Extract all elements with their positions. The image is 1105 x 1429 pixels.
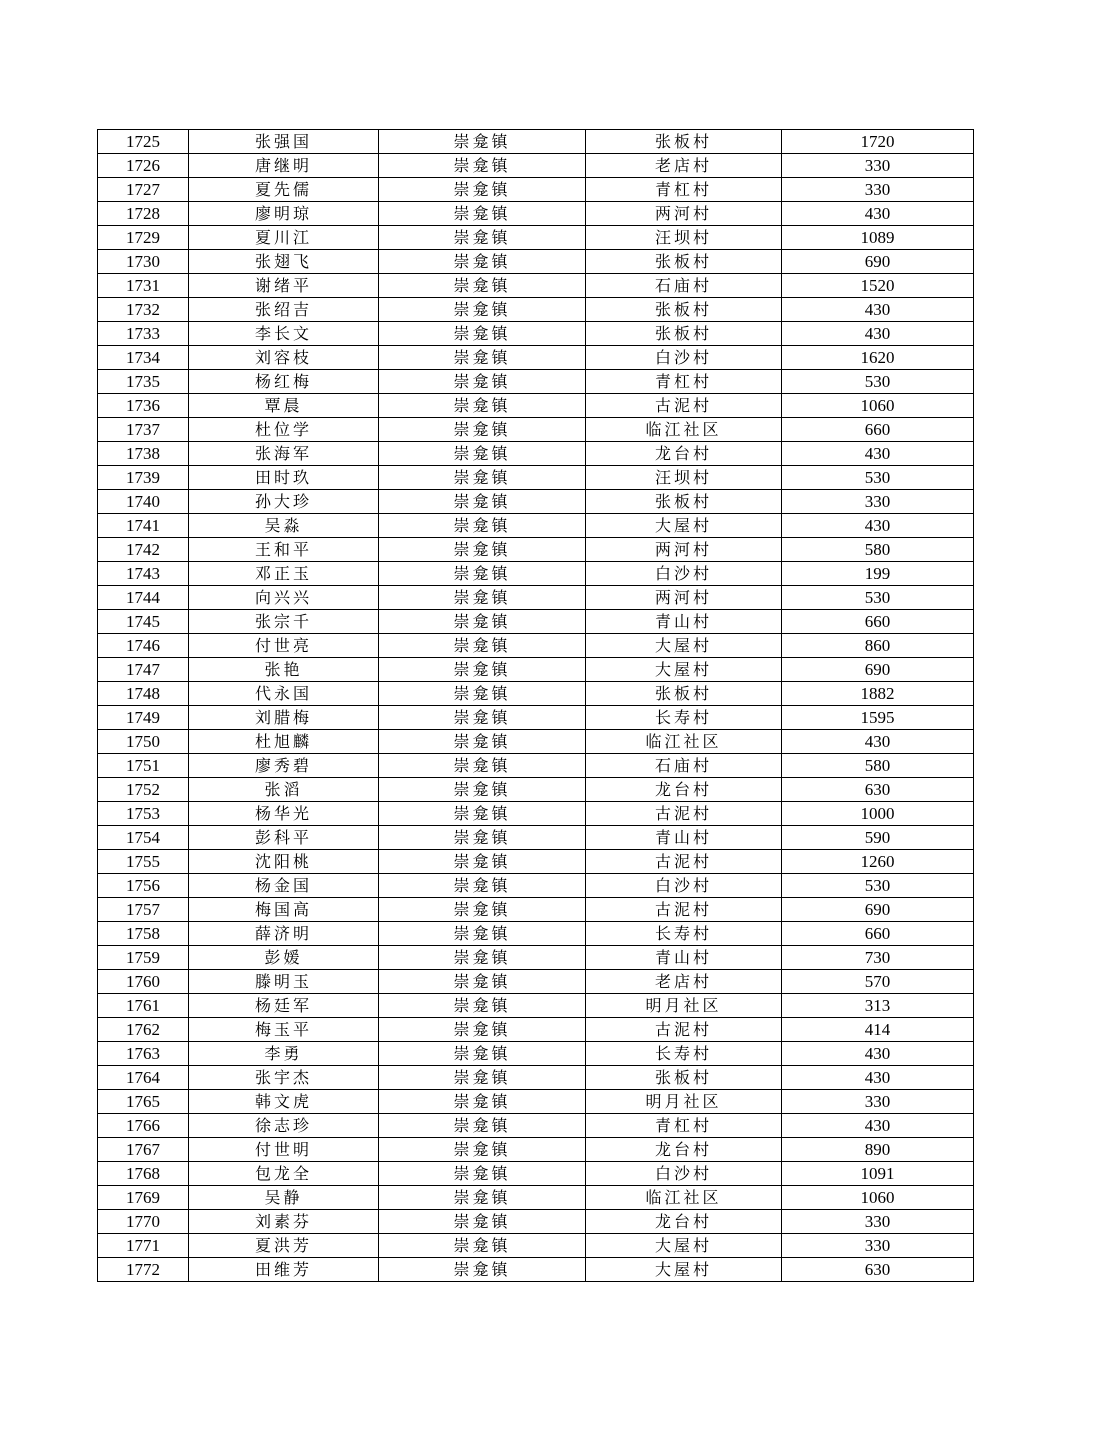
roster-table-body — [98, 130, 974, 1282]
table-row — [98, 418, 974, 442]
amount-cell: 590 — [782, 826, 974, 850]
name-cell: 杜位学 — [189, 418, 379, 442]
village-cell: 青山村 — [586, 946, 782, 970]
table-row — [98, 442, 974, 466]
name-cell: 张滔 — [189, 778, 379, 802]
amount-cell: 1260 — [782, 850, 974, 874]
name-cell: 杨廷军 — [189, 994, 379, 1018]
town-cell: 崇龛镇 — [379, 346, 586, 370]
town-cell: 崇龛镇 — [379, 250, 586, 274]
village-cell: 张板村 — [586, 298, 782, 322]
amount-cell: 430 — [782, 442, 974, 466]
table-row — [98, 394, 974, 418]
town-cell: 崇龛镇 — [379, 370, 586, 394]
village-cell: 老店村 — [586, 970, 782, 994]
amount-cell: 890 — [782, 1138, 974, 1162]
name-cell: 薛济明 — [189, 922, 379, 946]
table-row — [98, 1162, 974, 1186]
town-cell: 崇龛镇 — [379, 562, 586, 586]
serial-number-cell: 1758 — [98, 922, 189, 946]
serial-number-cell: 1763 — [98, 1042, 189, 1066]
amount-cell: 1882 — [782, 682, 974, 706]
village-cell: 临江社区 — [586, 1186, 782, 1210]
serial-number-cell: 1734 — [98, 346, 189, 370]
village-cell: 长寿村 — [586, 706, 782, 730]
table-row — [98, 1210, 974, 1234]
amount-cell: 430 — [782, 202, 974, 226]
amount-cell: 580 — [782, 538, 974, 562]
village-cell: 古泥村 — [586, 1018, 782, 1042]
town-cell: 崇龛镇 — [379, 802, 586, 826]
name-cell: 张宗千 — [189, 610, 379, 634]
name-cell: 彭媛 — [189, 946, 379, 970]
serial-number-cell: 1744 — [98, 586, 189, 610]
table-row — [98, 778, 974, 802]
town-cell: 崇龛镇 — [379, 922, 586, 946]
amount-cell: 1620 — [782, 346, 974, 370]
village-cell: 大屋村 — [586, 1258, 782, 1282]
amount-cell: 690 — [782, 898, 974, 922]
amount-cell: 430 — [782, 730, 974, 754]
amount-cell: 330 — [782, 490, 974, 514]
name-cell: 韩文虎 — [189, 1090, 379, 1114]
village-cell: 汪坝村 — [586, 226, 782, 250]
town-cell: 崇龛镇 — [379, 1210, 586, 1234]
table-row — [98, 658, 974, 682]
village-cell: 张板村 — [586, 130, 782, 154]
village-cell: 临江社区 — [586, 418, 782, 442]
serial-number-cell: 1730 — [98, 250, 189, 274]
amount-cell: 1091 — [782, 1162, 974, 1186]
amount-cell: 330 — [782, 154, 974, 178]
table-row — [98, 610, 974, 634]
serial-number-cell: 1765 — [98, 1090, 189, 1114]
amount-cell: 690 — [782, 658, 974, 682]
serial-number-cell: 1770 — [98, 1210, 189, 1234]
village-cell: 大屋村 — [586, 658, 782, 682]
town-cell: 崇龛镇 — [379, 298, 586, 322]
amount-cell: 313 — [782, 994, 974, 1018]
serial-number-cell: 1739 — [98, 466, 189, 490]
table-row — [98, 706, 974, 730]
name-cell: 代永国 — [189, 682, 379, 706]
serial-number-cell: 1747 — [98, 658, 189, 682]
table-row — [98, 370, 974, 394]
amount-cell: 330 — [782, 178, 974, 202]
serial-number-cell: 1762 — [98, 1018, 189, 1042]
table-row — [98, 346, 974, 370]
village-cell: 张板村 — [586, 250, 782, 274]
name-cell: 张宇杰 — [189, 1066, 379, 1090]
name-cell: 李勇 — [189, 1042, 379, 1066]
amount-cell: 530 — [782, 586, 974, 610]
serial-number-cell: 1742 — [98, 538, 189, 562]
town-cell: 崇龛镇 — [379, 1018, 586, 1042]
amount-cell: 660 — [782, 418, 974, 442]
town-cell: 崇龛镇 — [379, 274, 586, 298]
town-cell: 崇龛镇 — [379, 442, 586, 466]
town-cell: 崇龛镇 — [379, 874, 586, 898]
amount-cell: 1000 — [782, 802, 974, 826]
name-cell: 杨金国 — [189, 874, 379, 898]
name-cell: 廖秀碧 — [189, 754, 379, 778]
table-row — [98, 946, 974, 970]
table-row — [98, 802, 974, 826]
serial-number-cell: 1737 — [98, 418, 189, 442]
table-row — [98, 250, 974, 274]
town-cell: 崇龛镇 — [379, 1066, 586, 1090]
name-cell: 杨华光 — [189, 802, 379, 826]
table-row — [98, 178, 974, 202]
name-cell: 包龙全 — [189, 1162, 379, 1186]
name-cell: 杜旭麟 — [189, 730, 379, 754]
table-row — [98, 322, 974, 346]
town-cell: 崇龛镇 — [379, 754, 586, 778]
amount-cell: 430 — [782, 514, 974, 538]
village-cell: 石庙村 — [586, 274, 782, 298]
serial-number-cell: 1757 — [98, 898, 189, 922]
name-cell: 张海军 — [189, 442, 379, 466]
name-cell: 张强国 — [189, 130, 379, 154]
name-cell: 邓正玉 — [189, 562, 379, 586]
town-cell: 崇龛镇 — [379, 730, 586, 754]
town-cell: 崇龛镇 — [379, 394, 586, 418]
serial-number-cell: 1769 — [98, 1186, 189, 1210]
village-cell: 古泥村 — [586, 850, 782, 874]
town-cell: 崇龛镇 — [379, 994, 586, 1018]
name-cell: 田维芳 — [189, 1258, 379, 1282]
table-row — [98, 298, 974, 322]
name-cell: 谢绪平 — [189, 274, 379, 298]
village-cell: 大屋村 — [586, 634, 782, 658]
village-cell: 张板村 — [586, 1066, 782, 1090]
table-row — [98, 1186, 974, 1210]
serial-number-cell: 1740 — [98, 490, 189, 514]
name-cell: 沈阳桃 — [189, 850, 379, 874]
table-row — [98, 154, 974, 178]
town-cell: 崇龛镇 — [379, 202, 586, 226]
table-row — [98, 874, 974, 898]
serial-number-cell: 1771 — [98, 1234, 189, 1258]
serial-number-cell: 1728 — [98, 202, 189, 226]
table-row — [98, 1138, 974, 1162]
name-cell: 彭科平 — [189, 826, 379, 850]
serial-number-cell: 1749 — [98, 706, 189, 730]
name-cell: 田时玖 — [189, 466, 379, 490]
table-row — [98, 1018, 974, 1042]
name-cell: 刘素芬 — [189, 1210, 379, 1234]
serial-number-cell: 1731 — [98, 274, 189, 298]
serial-number-cell: 1759 — [98, 946, 189, 970]
name-cell: 付世明 — [189, 1138, 379, 1162]
village-cell: 龙台村 — [586, 442, 782, 466]
village-cell: 石庙村 — [586, 754, 782, 778]
town-cell: 崇龛镇 — [379, 610, 586, 634]
amount-cell: 430 — [782, 1066, 974, 1090]
table-row — [98, 994, 974, 1018]
name-cell: 吴淼 — [189, 514, 379, 538]
amount-cell: 660 — [782, 610, 974, 634]
town-cell: 崇龛镇 — [379, 634, 586, 658]
roster-table — [97, 129, 974, 1282]
amount-cell: 630 — [782, 778, 974, 802]
town-cell: 崇龛镇 — [379, 1258, 586, 1282]
table-row — [98, 1090, 974, 1114]
village-cell: 长寿村 — [586, 1042, 782, 1066]
name-cell: 杨红梅 — [189, 370, 379, 394]
amount-cell: 730 — [782, 946, 974, 970]
town-cell: 崇龛镇 — [379, 706, 586, 730]
name-cell: 徐志珍 — [189, 1114, 379, 1138]
town-cell: 崇龛镇 — [379, 778, 586, 802]
village-cell: 青山村 — [586, 610, 782, 634]
name-cell: 王和平 — [189, 538, 379, 562]
name-cell: 滕明玉 — [189, 970, 379, 994]
table-row — [98, 226, 974, 250]
amount-cell: 530 — [782, 466, 974, 490]
serial-number-cell: 1746 — [98, 634, 189, 658]
serial-number-cell: 1733 — [98, 322, 189, 346]
name-cell: 孙大珍 — [189, 490, 379, 514]
amount-cell: 1089 — [782, 226, 974, 250]
town-cell: 崇龛镇 — [379, 130, 586, 154]
town-cell: 崇龛镇 — [379, 514, 586, 538]
village-cell: 龙台村 — [586, 1138, 782, 1162]
amount-cell: 1060 — [782, 1186, 974, 1210]
town-cell: 崇龛镇 — [379, 418, 586, 442]
amount-cell: 570 — [782, 970, 974, 994]
name-cell: 梅玉平 — [189, 1018, 379, 1042]
serial-number-cell: 1725 — [98, 130, 189, 154]
table-row — [98, 754, 974, 778]
serial-number-cell: 1732 — [98, 298, 189, 322]
village-cell: 青杠村 — [586, 1114, 782, 1138]
table-row — [98, 850, 974, 874]
amount-cell: 690 — [782, 250, 974, 274]
amount-cell: 530 — [782, 370, 974, 394]
serial-number-cell: 1768 — [98, 1162, 189, 1186]
table-row — [98, 634, 974, 658]
town-cell: 崇龛镇 — [379, 1186, 586, 1210]
amount-cell: 630 — [782, 1258, 974, 1282]
name-cell: 李长文 — [189, 322, 379, 346]
serial-number-cell: 1766 — [98, 1114, 189, 1138]
table-row — [98, 826, 974, 850]
serial-number-cell: 1754 — [98, 826, 189, 850]
name-cell: 向兴兴 — [189, 586, 379, 610]
village-cell: 青杠村 — [586, 178, 782, 202]
amount-cell: 430 — [782, 322, 974, 346]
table-row — [98, 1258, 974, 1282]
town-cell: 崇龛镇 — [379, 322, 586, 346]
village-cell: 明月社区 — [586, 1090, 782, 1114]
table-row — [98, 538, 974, 562]
village-cell: 白沙村 — [586, 1162, 782, 1186]
name-cell: 张翅飞 — [189, 250, 379, 274]
table-row — [98, 1114, 974, 1138]
village-cell: 龙台村 — [586, 1210, 782, 1234]
serial-number-cell: 1727 — [98, 178, 189, 202]
table-row — [98, 490, 974, 514]
village-cell: 临江社区 — [586, 730, 782, 754]
village-cell: 青山村 — [586, 826, 782, 850]
town-cell: 崇龛镇 — [379, 178, 586, 202]
serial-number-cell: 1743 — [98, 562, 189, 586]
serial-number-cell: 1748 — [98, 682, 189, 706]
amount-cell: 1720 — [782, 130, 974, 154]
serial-number-cell: 1736 — [98, 394, 189, 418]
town-cell: 崇龛镇 — [379, 466, 586, 490]
serial-number-cell: 1761 — [98, 994, 189, 1018]
name-cell: 张艳 — [189, 658, 379, 682]
name-cell: 刘容枝 — [189, 346, 379, 370]
name-cell: 夏川江 — [189, 226, 379, 250]
table-row — [98, 1042, 974, 1066]
serial-number-cell: 1745 — [98, 610, 189, 634]
village-cell: 龙台村 — [586, 778, 782, 802]
village-cell: 古泥村 — [586, 394, 782, 418]
serial-number-cell: 1767 — [98, 1138, 189, 1162]
table-row — [98, 730, 974, 754]
table-row — [98, 1234, 974, 1258]
town-cell: 崇龛镇 — [379, 850, 586, 874]
serial-number-cell: 1726 — [98, 154, 189, 178]
serial-number-cell: 1756 — [98, 874, 189, 898]
town-cell: 崇龛镇 — [379, 1162, 586, 1186]
serial-number-cell: 1735 — [98, 370, 189, 394]
name-cell: 唐继明 — [189, 154, 379, 178]
table-row — [98, 970, 974, 994]
amount-cell: 199 — [782, 562, 974, 586]
serial-number-cell: 1752 — [98, 778, 189, 802]
amount-cell: 330 — [782, 1210, 974, 1234]
village-cell: 青杠村 — [586, 370, 782, 394]
village-cell: 古泥村 — [586, 802, 782, 826]
serial-number-cell: 1750 — [98, 730, 189, 754]
table-row — [98, 922, 974, 946]
amount-cell: 330 — [782, 1090, 974, 1114]
table-row — [98, 562, 974, 586]
serial-number-cell: 1751 — [98, 754, 189, 778]
town-cell: 崇龛镇 — [379, 1234, 586, 1258]
amount-cell: 430 — [782, 1114, 974, 1138]
name-cell: 覃晨 — [189, 394, 379, 418]
village-cell: 两河村 — [586, 202, 782, 226]
village-cell: 张板村 — [586, 682, 782, 706]
serial-number-cell: 1729 — [98, 226, 189, 250]
town-cell: 崇龛镇 — [379, 226, 586, 250]
town-cell: 崇龛镇 — [379, 490, 586, 514]
town-cell: 崇龛镇 — [379, 826, 586, 850]
village-cell: 大屋村 — [586, 1234, 782, 1258]
name-cell: 梅国高 — [189, 898, 379, 922]
town-cell: 崇龛镇 — [379, 898, 586, 922]
village-cell: 白沙村 — [586, 874, 782, 898]
amount-cell: 414 — [782, 1018, 974, 1042]
name-cell: 刘腊梅 — [189, 706, 379, 730]
table-row — [98, 130, 974, 154]
serial-number-cell: 1764 — [98, 1066, 189, 1090]
table-row — [98, 466, 974, 490]
amount-cell: 580 — [782, 754, 974, 778]
amount-cell: 860 — [782, 634, 974, 658]
village-cell: 汪坝村 — [586, 466, 782, 490]
village-cell: 老店村 — [586, 154, 782, 178]
village-cell: 明月社区 — [586, 994, 782, 1018]
village-cell: 白沙村 — [586, 346, 782, 370]
amount-cell: 1520 — [782, 274, 974, 298]
town-cell: 崇龛镇 — [379, 658, 586, 682]
amount-cell: 530 — [782, 874, 974, 898]
name-cell: 廖明琼 — [189, 202, 379, 226]
serial-number-cell: 1741 — [98, 514, 189, 538]
village-cell: 古泥村 — [586, 898, 782, 922]
town-cell: 崇龛镇 — [379, 538, 586, 562]
town-cell: 崇龛镇 — [379, 682, 586, 706]
town-cell: 崇龛镇 — [379, 1090, 586, 1114]
table-row — [98, 274, 974, 298]
town-cell: 崇龛镇 — [379, 586, 586, 610]
name-cell: 夏先儒 — [189, 178, 379, 202]
table-row — [98, 682, 974, 706]
town-cell: 崇龛镇 — [379, 1138, 586, 1162]
amount-cell: 330 — [782, 1234, 974, 1258]
table-row — [98, 1066, 974, 1090]
amount-cell: 660 — [782, 922, 974, 946]
name-cell: 张绍吉 — [189, 298, 379, 322]
village-cell: 张板村 — [586, 490, 782, 514]
serial-number-cell: 1772 — [98, 1258, 189, 1282]
table-row — [98, 514, 974, 538]
village-cell: 白沙村 — [586, 562, 782, 586]
town-cell: 崇龛镇 — [379, 946, 586, 970]
name-cell: 付世亮 — [189, 634, 379, 658]
village-cell: 长寿村 — [586, 922, 782, 946]
name-cell: 夏洪芳 — [189, 1234, 379, 1258]
amount-cell: 430 — [782, 1042, 974, 1066]
village-cell: 大屋村 — [586, 514, 782, 538]
serial-number-cell: 1755 — [98, 850, 189, 874]
village-cell: 两河村 — [586, 586, 782, 610]
amount-cell: 430 — [782, 298, 974, 322]
serial-number-cell: 1738 — [98, 442, 189, 466]
name-cell: 吴静 — [189, 1186, 379, 1210]
table-row — [98, 202, 974, 226]
town-cell: 崇龛镇 — [379, 1042, 586, 1066]
serial-number-cell: 1760 — [98, 970, 189, 994]
village-cell: 两河村 — [586, 538, 782, 562]
town-cell: 崇龛镇 — [379, 1114, 586, 1138]
town-cell: 崇龛镇 — [379, 154, 586, 178]
table-row — [98, 898, 974, 922]
amount-cell: 1595 — [782, 706, 974, 730]
town-cell: 崇龛镇 — [379, 970, 586, 994]
amount-cell: 1060 — [782, 394, 974, 418]
table-row — [98, 586, 974, 610]
village-cell: 张板村 — [586, 322, 782, 346]
serial-number-cell: 1753 — [98, 802, 189, 826]
